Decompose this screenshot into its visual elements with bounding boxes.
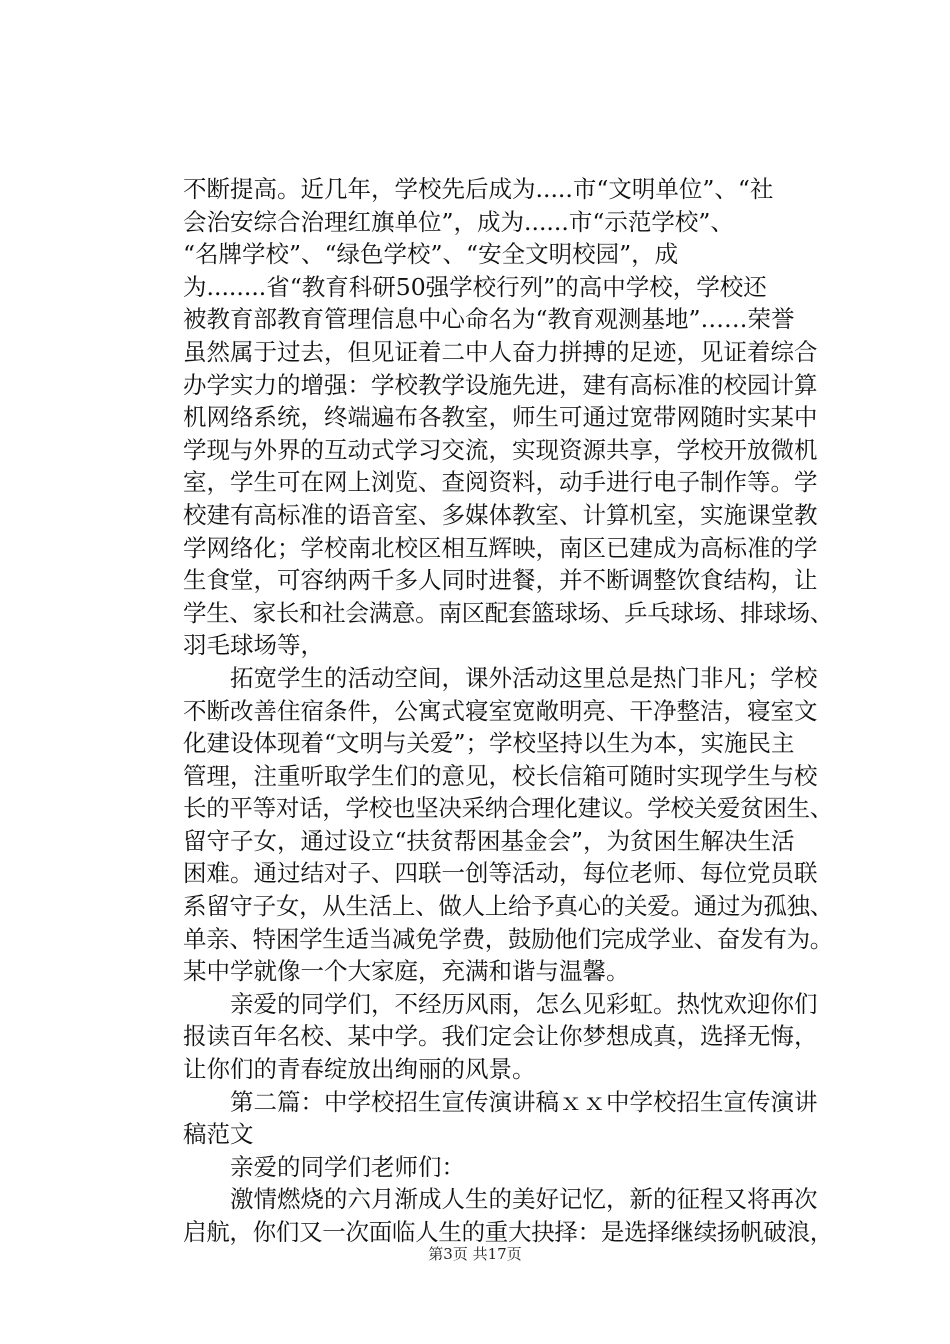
text-line: 学生、家长和社会满意。南区配套篮球场、乒乓球场、排球场、 <box>183 598 833 627</box>
text-line: 单亲、特困学生适当减免学费，鼓励他们完成学业、奋发有为。 <box>183 924 833 953</box>
text-line: 亲爱的同学们，不经历风雨，怎么见彩虹。热忱欢迎你们 <box>230 989 818 1018</box>
text-line: 学网络化；学校南北校区相互辉映，南区已建成为高标准的学 <box>183 533 818 562</box>
text-line: 不断提高。近几年，学校先后成为.....市“文明单位”、“社 <box>183 175 774 203</box>
text-line: 稿范文 <box>183 1120 254 1149</box>
text-line: 机网络系统，终端遍布各教室，师生可通过宽带网随时实某中 <box>183 403 818 432</box>
text-line: 学现与外界的互动式学习交流，实现资源共享，学校开放微机 <box>183 435 818 464</box>
paragraph <box>183 1183 833 1248</box>
text-line: “名牌学校”、“绿色学校”、“安全文明校园”，成 <box>183 240 679 269</box>
text-line: 不断改善住宿条件，公寓式寝室宽敞明亮、干净整洁，寝室文 <box>183 696 818 725</box>
text-line: 亲爱的同学们老师们： <box>230 1152 465 1181</box>
paragraph <box>183 1086 833 1151</box>
text-line: 长的平等对话，学校也坚决采纳合理化建议。学校关爱贫困生、 <box>183 794 833 823</box>
paragraph <box>183 988 833 1086</box>
text-line: 留守子女，通过设立“扶贫帮困基金会”，为贫困生解决生活 <box>183 826 795 855</box>
text-line: 为........省“教育科研50强学校行列”的高中学校，学校还 <box>183 272 767 301</box>
text-line: 让你们的青春绽放出绚丽的风景。 <box>183 1055 536 1084</box>
text-line: 第二篇：中学校招生宣传演讲稿ｘｘ中学校招生宣传演讲 <box>230 1087 818 1116</box>
text-line: 办学实力的增强：学校教学设施先进，建有高标准的校园计算 <box>183 370 818 399</box>
text-line: 室，学生可在网上浏览、查阅资料，动手进行电子制作等。学 <box>183 468 818 497</box>
text-line: 系留守子女，从生活上、做人上给予真心的关爱。通过为孤独、 <box>183 892 833 921</box>
text-line: 生食堂，可容纳两千多人同时进餐，并不断调整饮食结构，让 <box>183 566 818 595</box>
text-line: 会治安综合治理红旗单位”，成为......市“示范学校”、 <box>183 207 734 236</box>
text-line: 报读百年名校、某中学。我们定会让你梦想成真，选择无悔， <box>183 1022 818 1051</box>
text-line: 校建有高标准的语音室、多媒体教室、计算机室，实施课堂教 <box>183 500 818 529</box>
text-line: 管理，注重听取学生们的意见，校长信箱可随时实现学生与校 <box>183 761 818 790</box>
text-line: 拓宽学生的活动空间，课外活动这里总是热门非凡；学校 <box>230 663 818 692</box>
paragraph <box>183 662 833 988</box>
text-line: 激情燃烧的六月渐成人生的美好记忆，新的征程又将再次 <box>230 1185 818 1214</box>
paragraph <box>183 1151 833 1184</box>
text-line: 化建设体现着“文明与关爱”；学校坚持以生为本，实施民主 <box>183 729 795 758</box>
page-footer: 第3页 共17页 <box>428 1245 522 1263</box>
text-line: 某中学就像一个大家庭，充满和谐与温馨。 <box>183 957 630 986</box>
text-line: 羽毛球场等， <box>183 631 324 660</box>
text-line: 困难。通过结对子、四联一创等活动，每位老师、每位党员联 <box>183 859 818 888</box>
document-body <box>183 173 833 1249</box>
text-line: 被教育部教育管理信息中心命名为“教育观测基地”……荣誉 <box>183 305 795 334</box>
text-line: 启航，你们又一次面临人生的重大抉择：是选择继续扬帆破浪， <box>183 1218 833 1246</box>
text-line: 虽然属于过去，但见证着二中人奋力拼搏的足迹，见证着综合 <box>183 337 818 366</box>
paragraph <box>183 173 833 662</box>
